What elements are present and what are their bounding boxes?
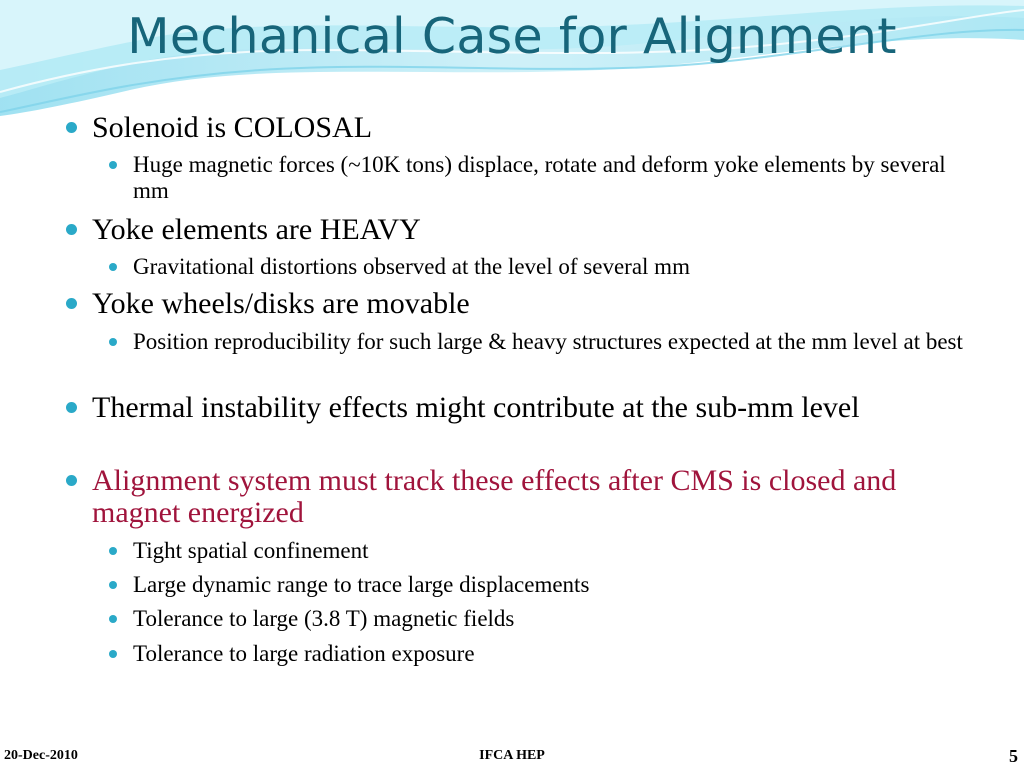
subbullet-text: Huge magnetic forces (~10K tons) displace, rotate and deform yoke elements by several mm bbox=[133, 152, 946, 203]
subbullet-reproducibility bbox=[133, 329, 968, 355]
bullet-text: Solenoid is COLOSAL bbox=[92, 111, 373, 144]
subbullet-text: Large dynamic range to trace large displacements bbox=[133, 572, 590, 597]
bullet-icon bbox=[109, 547, 117, 555]
footer-title: IFCA HEP bbox=[479, 748, 545, 763]
bullet-icon bbox=[109, 650, 117, 658]
bullet-yoke-heavy bbox=[92, 214, 972, 246]
bullet-solenoid bbox=[92, 112, 972, 144]
bullet-icon bbox=[66, 224, 77, 235]
subbullet-confinement bbox=[133, 538, 968, 564]
bullet-alignment-system bbox=[92, 465, 942, 529]
subbullet-text: Position reproducibility for such large & heavy structures expected at the mm level at best bbox=[133, 329, 963, 354]
bullet-text: Thermal instability effects might contribute at the sub-mm level bbox=[92, 391, 860, 424]
bullet-icon bbox=[109, 161, 117, 169]
bullet-yoke-movable bbox=[92, 288, 972, 320]
bullet-icon bbox=[66, 475, 77, 486]
subbullet-gravitational bbox=[133, 254, 968, 280]
bullet-thermal bbox=[92, 392, 982, 424]
bullet-icon bbox=[66, 122, 77, 133]
slide-title: Mechanical Case for Alignment bbox=[127, 8, 897, 65]
bullet-icon bbox=[109, 338, 117, 346]
subbullet-text: Gravitational distortions observed at the level of several mm bbox=[133, 254, 690, 279]
bullet-icon bbox=[66, 402, 77, 413]
bullet-icon bbox=[109, 581, 117, 589]
footer-date: 20-Dec-2010 bbox=[4, 748, 78, 763]
bullet-text: Yoke elements are HEAVY bbox=[92, 213, 421, 246]
subbullet-text: Tight spatial confinement bbox=[133, 538, 369, 563]
subbullet-magnetic-forces bbox=[133, 152, 968, 204]
subbullet-magnetic-tolerance bbox=[133, 606, 968, 632]
bullet-icon bbox=[109, 615, 117, 623]
slide-number: 5 bbox=[1009, 746, 1018, 766]
subbullet-dynamic-range bbox=[133, 572, 968, 598]
bullet-text: Alignment system must track these effects after CMS is closed and magnet energized bbox=[92, 464, 897, 529]
subbullet-text: Tolerance to large radiation exposure bbox=[133, 641, 475, 666]
bullet-text: Yoke wheels/disks are movable bbox=[92, 287, 470, 320]
bullet-icon bbox=[109, 263, 117, 271]
bullet-icon bbox=[66, 298, 77, 309]
subbullet-text: Tolerance to large (3.8 T) magnetic fields bbox=[133, 606, 515, 631]
subbullet-radiation-tolerance bbox=[133, 641, 968, 667]
